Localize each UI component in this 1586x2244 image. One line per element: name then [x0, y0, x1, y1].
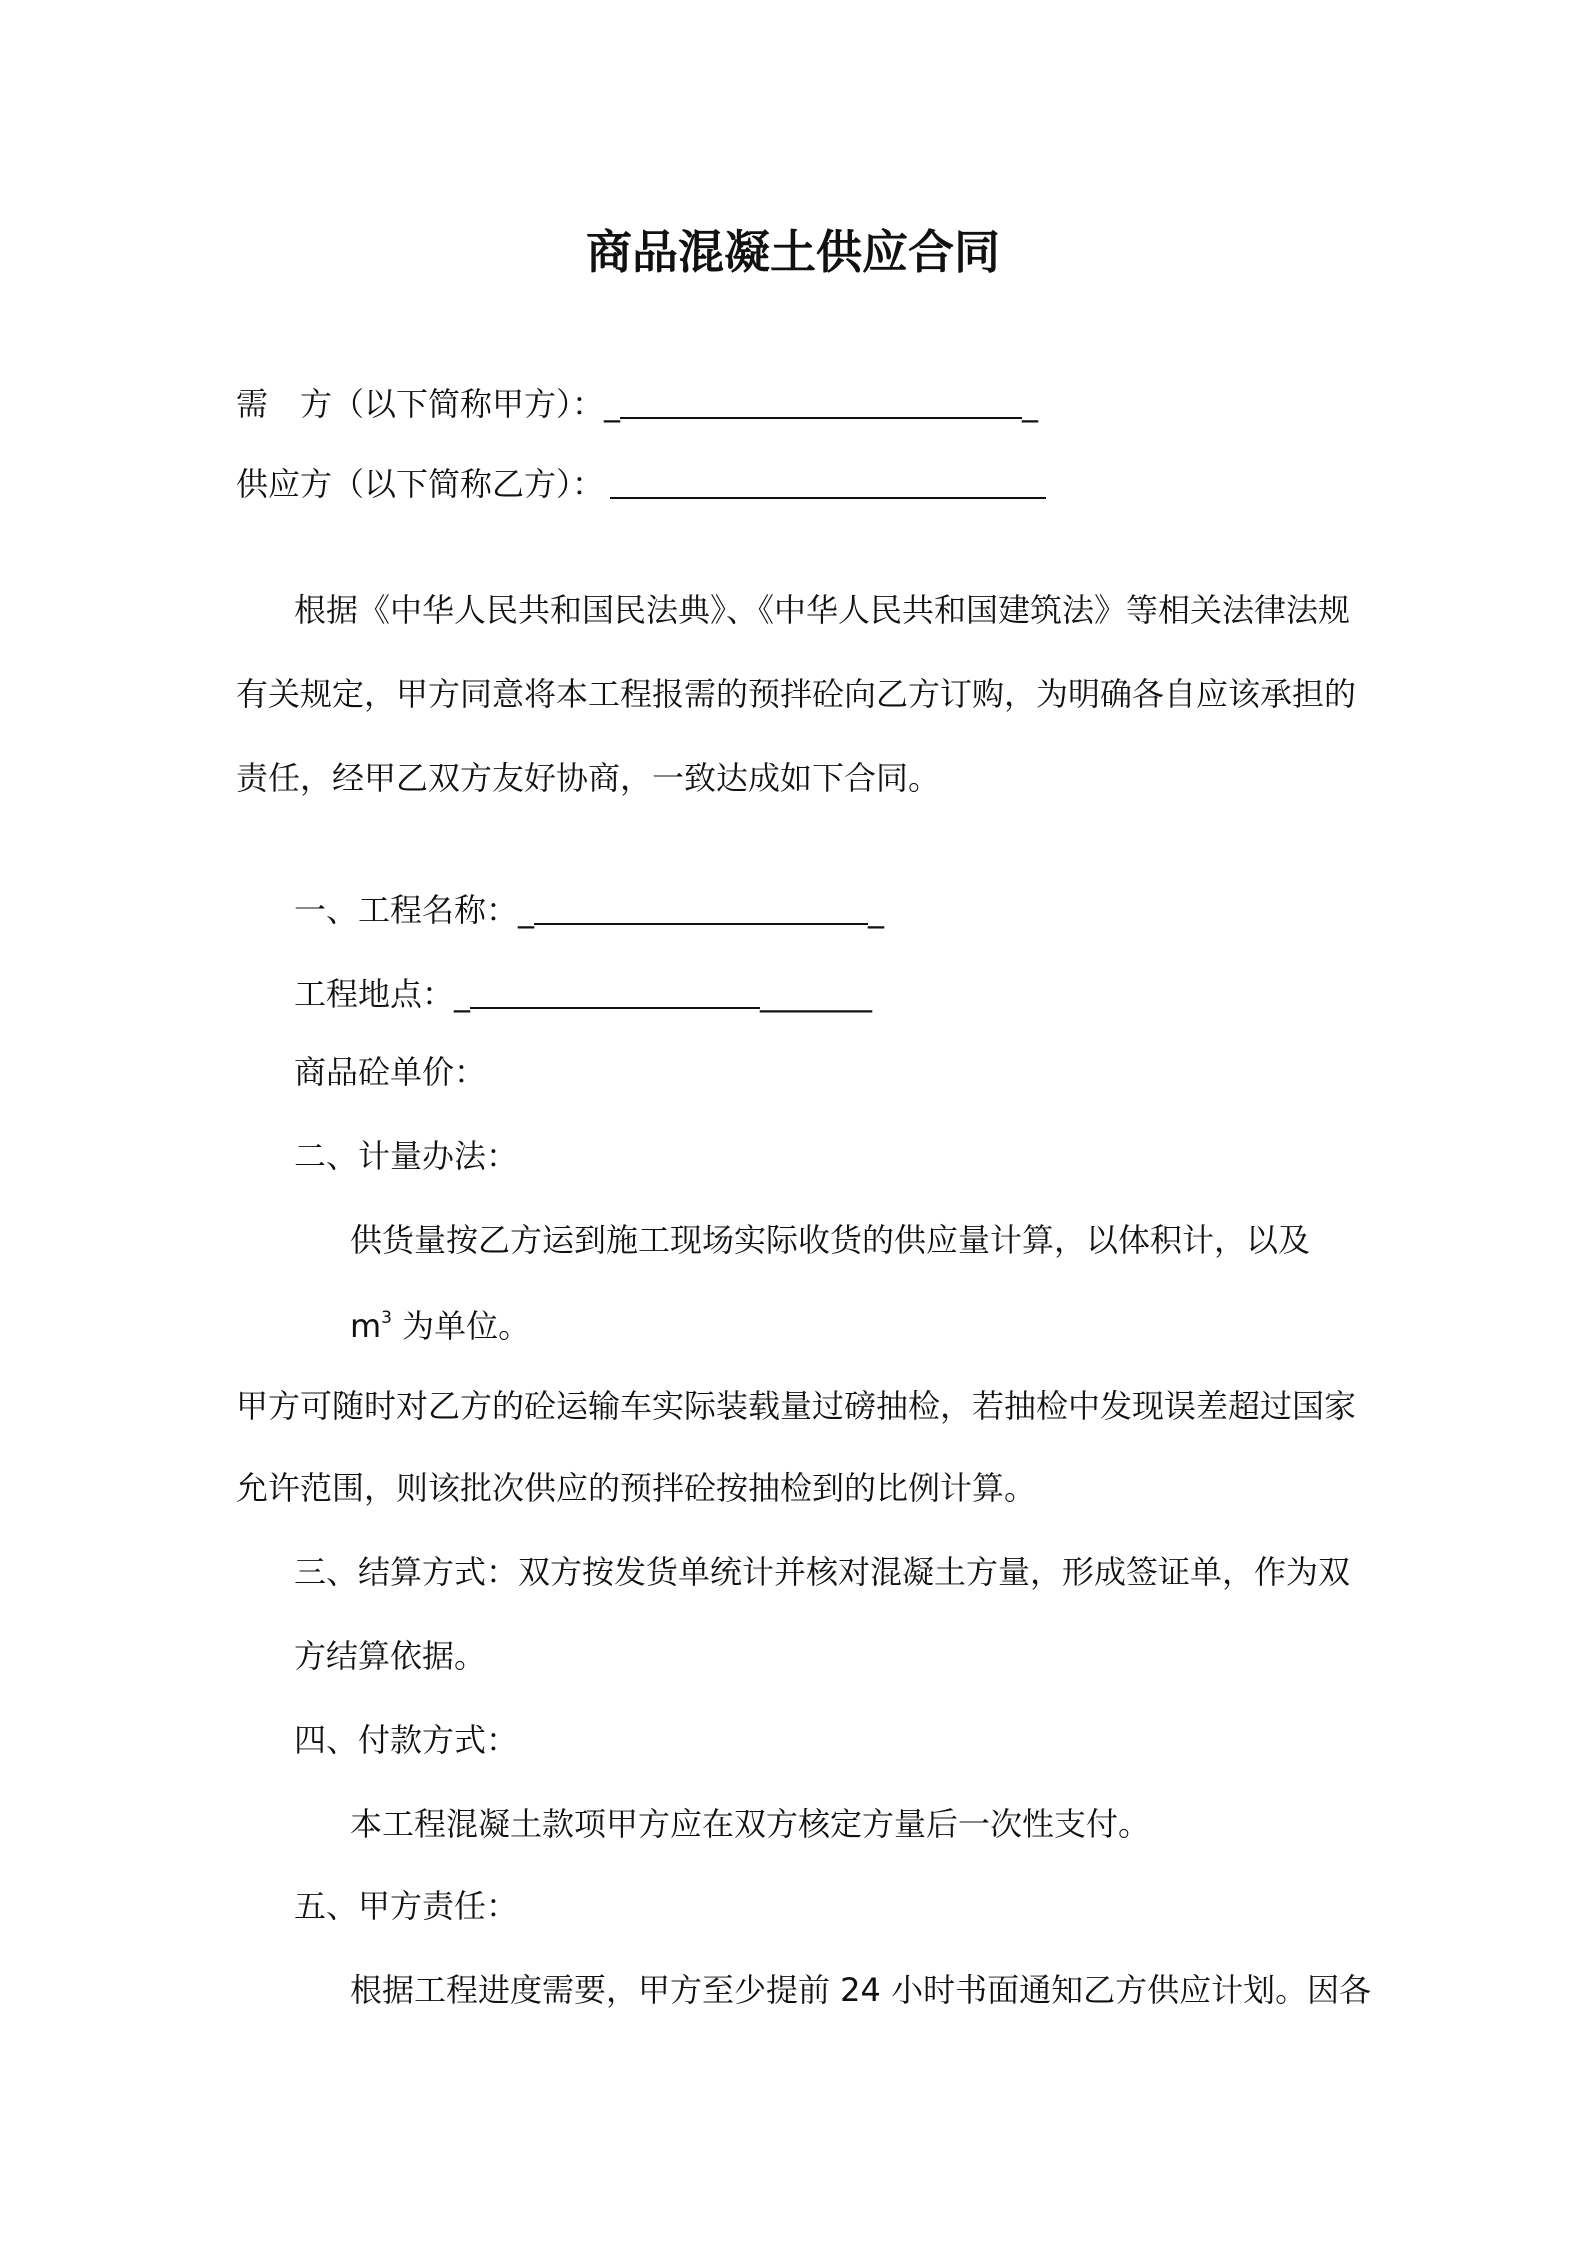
project-location-label: 工程地点：	[294, 975, 455, 1013]
preamble-line-3: 责任，经甲乙双方友好协商，一致达成如下合同。	[236, 759, 941, 797]
project-name-label: 一、工程名称：	[294, 891, 519, 929]
project-name-blank-tail: _	[868, 891, 885, 929]
supplier-blank	[610, 467, 1046, 499]
section5-line-1: 根据工程进度需要，甲方至少提前 24 小时书面通知乙方供应计划。因各	[350, 1971, 1372, 2009]
project-location-blank-lead: _	[454, 975, 471, 1013]
project-name-blank-lead: _	[518, 891, 535, 929]
section4-heading: 四、付款方式：	[294, 1721, 519, 1759]
supplier-label: 供应方（以下简称乙方）：	[236, 465, 605, 503]
buyer-line	[236, 384, 1038, 424]
document-title: 商品混凝土供应合同	[586, 225, 1000, 279]
unit-price-line: 商品砼单价：	[294, 1053, 487, 1091]
section2-line-1: 供货量按乙方运到施工现场实际收货的供应量计算，以体积计，以及	[350, 1221, 1311, 1259]
buyer-blank-tail: _	[1022, 385, 1039, 423]
buyer-blank-lead: _	[604, 385, 621, 423]
preamble-line-1: 根据《中华人民共和国民法典》、《中华人民共和国建筑法》等相关法律法规	[294, 591, 1351, 629]
buyer-blank	[620, 387, 1022, 419]
section3-line-2: 方结算依据。	[294, 1637, 487, 1675]
section3-line-1: 三、结算方式：双方按发货单统计并核对混凝土方量，形成签证单，作为双	[294, 1553, 1351, 1591]
unit-superscript: 3	[381, 1308, 392, 1328]
section2-unit-line	[350, 1306, 530, 1346]
section2-heading: 二、计量办法：	[294, 1137, 519, 1175]
preamble-line-2: 有关规定，甲方同意将本工程报需的预拌砼向乙方订购，为明确各自应该承担的	[236, 675, 1357, 713]
supplier-line	[236, 464, 1046, 504]
project-location-blank-tail: _______	[760, 975, 873, 1013]
section2-line-3: 甲方可随时对乙方的砼运输车实际装载量过磅抽检，若抽检中发现误差超过国家	[236, 1387, 1357, 1425]
project-name-blank	[534, 893, 868, 925]
project-name-line	[294, 890, 884, 930]
buyer-label: 需 方（以下简称甲方）：	[236, 385, 605, 423]
project-location-line	[294, 974, 872, 1014]
section4-line-1: 本工程混凝土款项甲方应在双方核定方量后一次性支付。	[350, 1805, 1151, 1843]
unit-m: m	[350, 1307, 382, 1345]
section5-heading: 五、甲方责任：	[294, 1887, 519, 1925]
unit-rest: 为单位。	[392, 1307, 531, 1345]
section2-line-4: 允许范围，则该批次供应的预拌砼按抽检到的比例计算。	[236, 1469, 1037, 1507]
project-location-blank	[470, 977, 760, 1009]
